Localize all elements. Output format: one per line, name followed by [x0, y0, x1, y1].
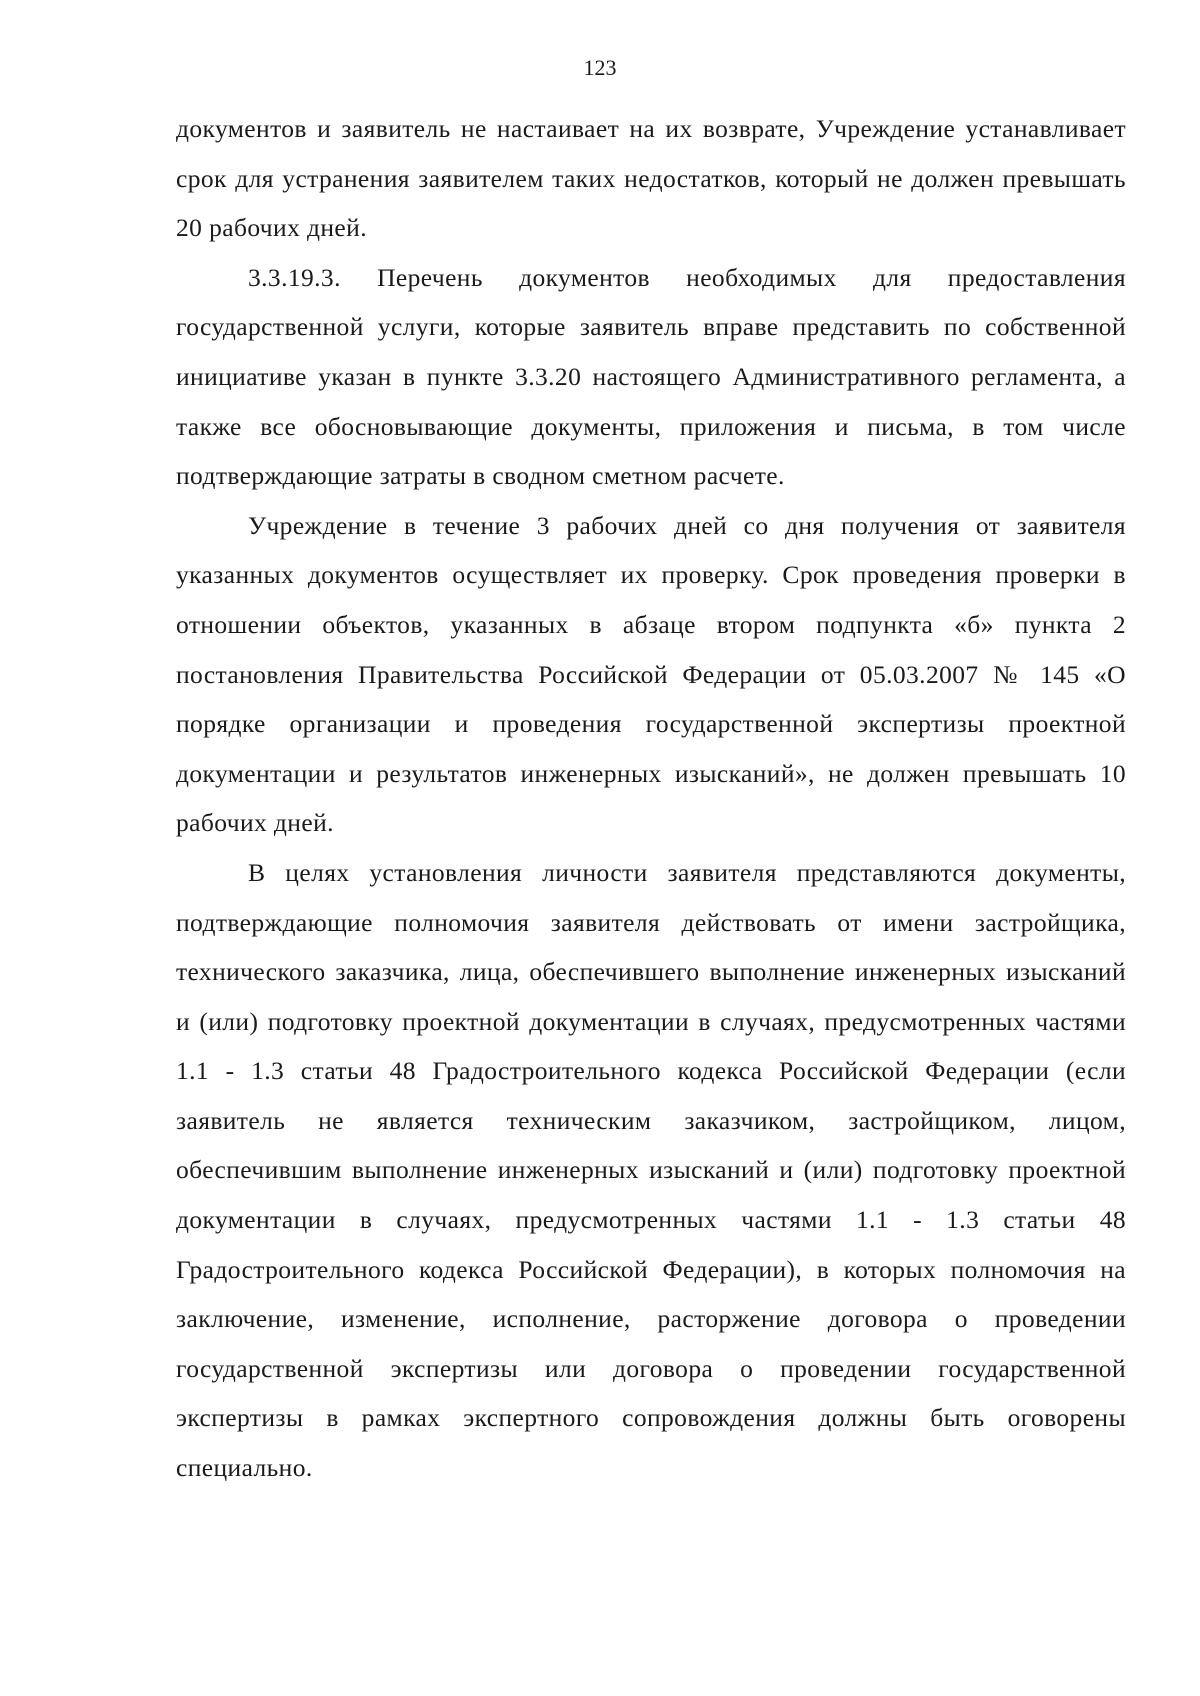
paragraph-2: 3.3.19.3. Перечень документов необходимых для предоставления государственной услуги, которые заявитель вправе представить по собственной инициативе указан в пункте 3.3.20 настоящего Административного регламента, а также все обосновывающие документы, приложения и письма, в том числе подтверждающие затраты в сводном сметном расчете. — [176, 262, 1126, 491]
paragraph-4: В целях установления личности заявителя представляются документы, подтверждающие полномочия заявителя действовать от имени застройщика, технического заказчика, лица, обеспечившего выполнение инженерных изысканий и (или) подготовку проектной документации в случаях, предусмотренных частями 1.1 - 1.3 статьи 48 Градостроительного кодекса Российской Федерации (если заявитель не является техническим заказчиком, застройщиком, лицом, обеспечившим выполнение инженерных изысканий и (или) подготовку проектной документации в случаях, предусмотренных частями 1.1 - 1.3 статьи 48 Градостроительного кодекса Российской Федерации), в которых полномочия на заключение, изменение, исполнение, расторжение договора о проведении государственной экспертизы или договора о проведении государственной экспертизы в рамках экспертного сопровождения должны быть оговорены специально. — [176, 857, 1126, 1483]
page-number: 123 — [583, 55, 617, 80]
paragraph-3: Учреждение в течение 3 рабочих дней со дня получения от заявителя указанных документов осуществляет их проверку. Срок проведения проверки в отношении объектов, указанных в абзаце втором подпункта «б» пункта 2 постановления Правительства Российской Федерации от 05.03.2007 № 145 «О порядке организации и проведения государственной экспертизы проектной документации и результатов инженерных изысканий», не должен превышать 10 рабочих дней. — [176, 510, 1126, 838]
paragraph-1: документов и заявитель не настаивает на их возврате, Учреждение устанавливает срок для устранения заявителем таких недостатков, который не должен превышать 20 рабочих дней. — [176, 114, 1126, 243]
document-body — [176, 104, 1126, 1493]
